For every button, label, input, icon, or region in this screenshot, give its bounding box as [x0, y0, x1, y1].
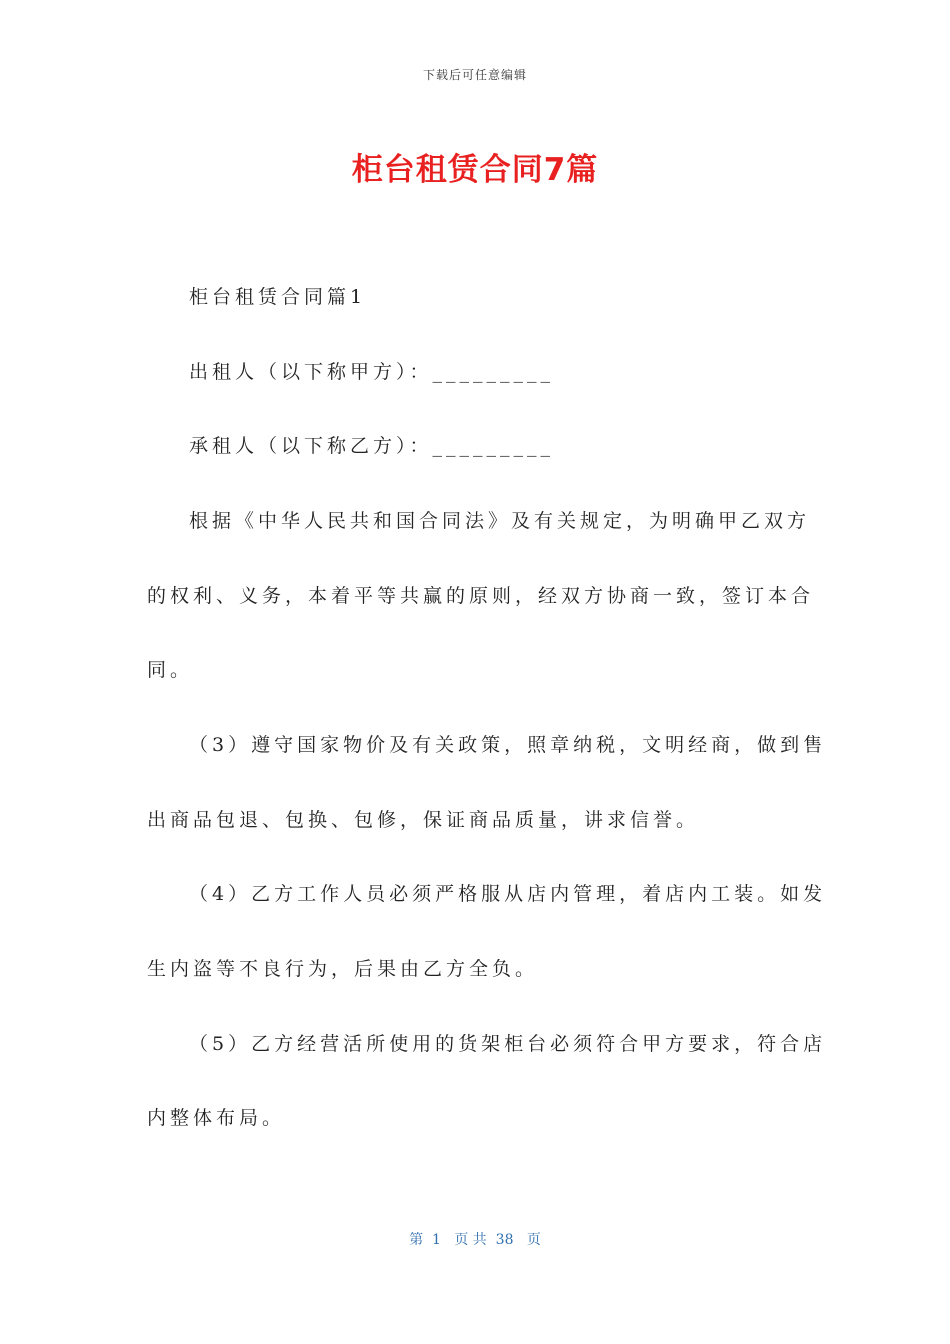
paragraph-line: 出商品包退、包换、包修，保证商品质量，讲求信誉。	[147, 809, 700, 831]
paragraph-line: （4）乙方工作人员必须严格服从店内管理，着店内工装。如发	[189, 883, 827, 905]
lessee-line: 承租人（以下称乙方）：_________	[189, 435, 555, 457]
section-heading: 柜台租赁合同篇1	[189, 286, 367, 308]
page-header-note: 下载后可任意编辑	[422, 68, 527, 82]
paragraph-line: （3）遵守国家物价及有关政策，照章纳税，文明经商，做到售	[189, 734, 827, 756]
paragraph-line: 根据《中华人民共和国合同法》及有关规定，为明确甲乙双方	[189, 510, 811, 532]
paragraph-line: 的权利、义务，本着平等共赢的原则，经双方协商一致，签订本合	[147, 585, 815, 607]
paragraph-line: 同。	[147, 659, 194, 681]
document-title: 柜台租赁合同7篇	[351, 152, 599, 188]
lessor-line: 出租人（以下称甲方）：_________	[189, 361, 555, 383]
paragraph-line: （5）乙方经营活所使用的货架柜台必须符合甲方要求，符合店	[189, 1033, 827, 1055]
page-number-footer: 第 1 页 共 38 页	[409, 1232, 541, 1248]
paragraph-line: 生内盗等不良行为，后果由乙方全负。	[147, 958, 539, 980]
paragraph-line: 内整体布局。	[147, 1107, 286, 1129]
